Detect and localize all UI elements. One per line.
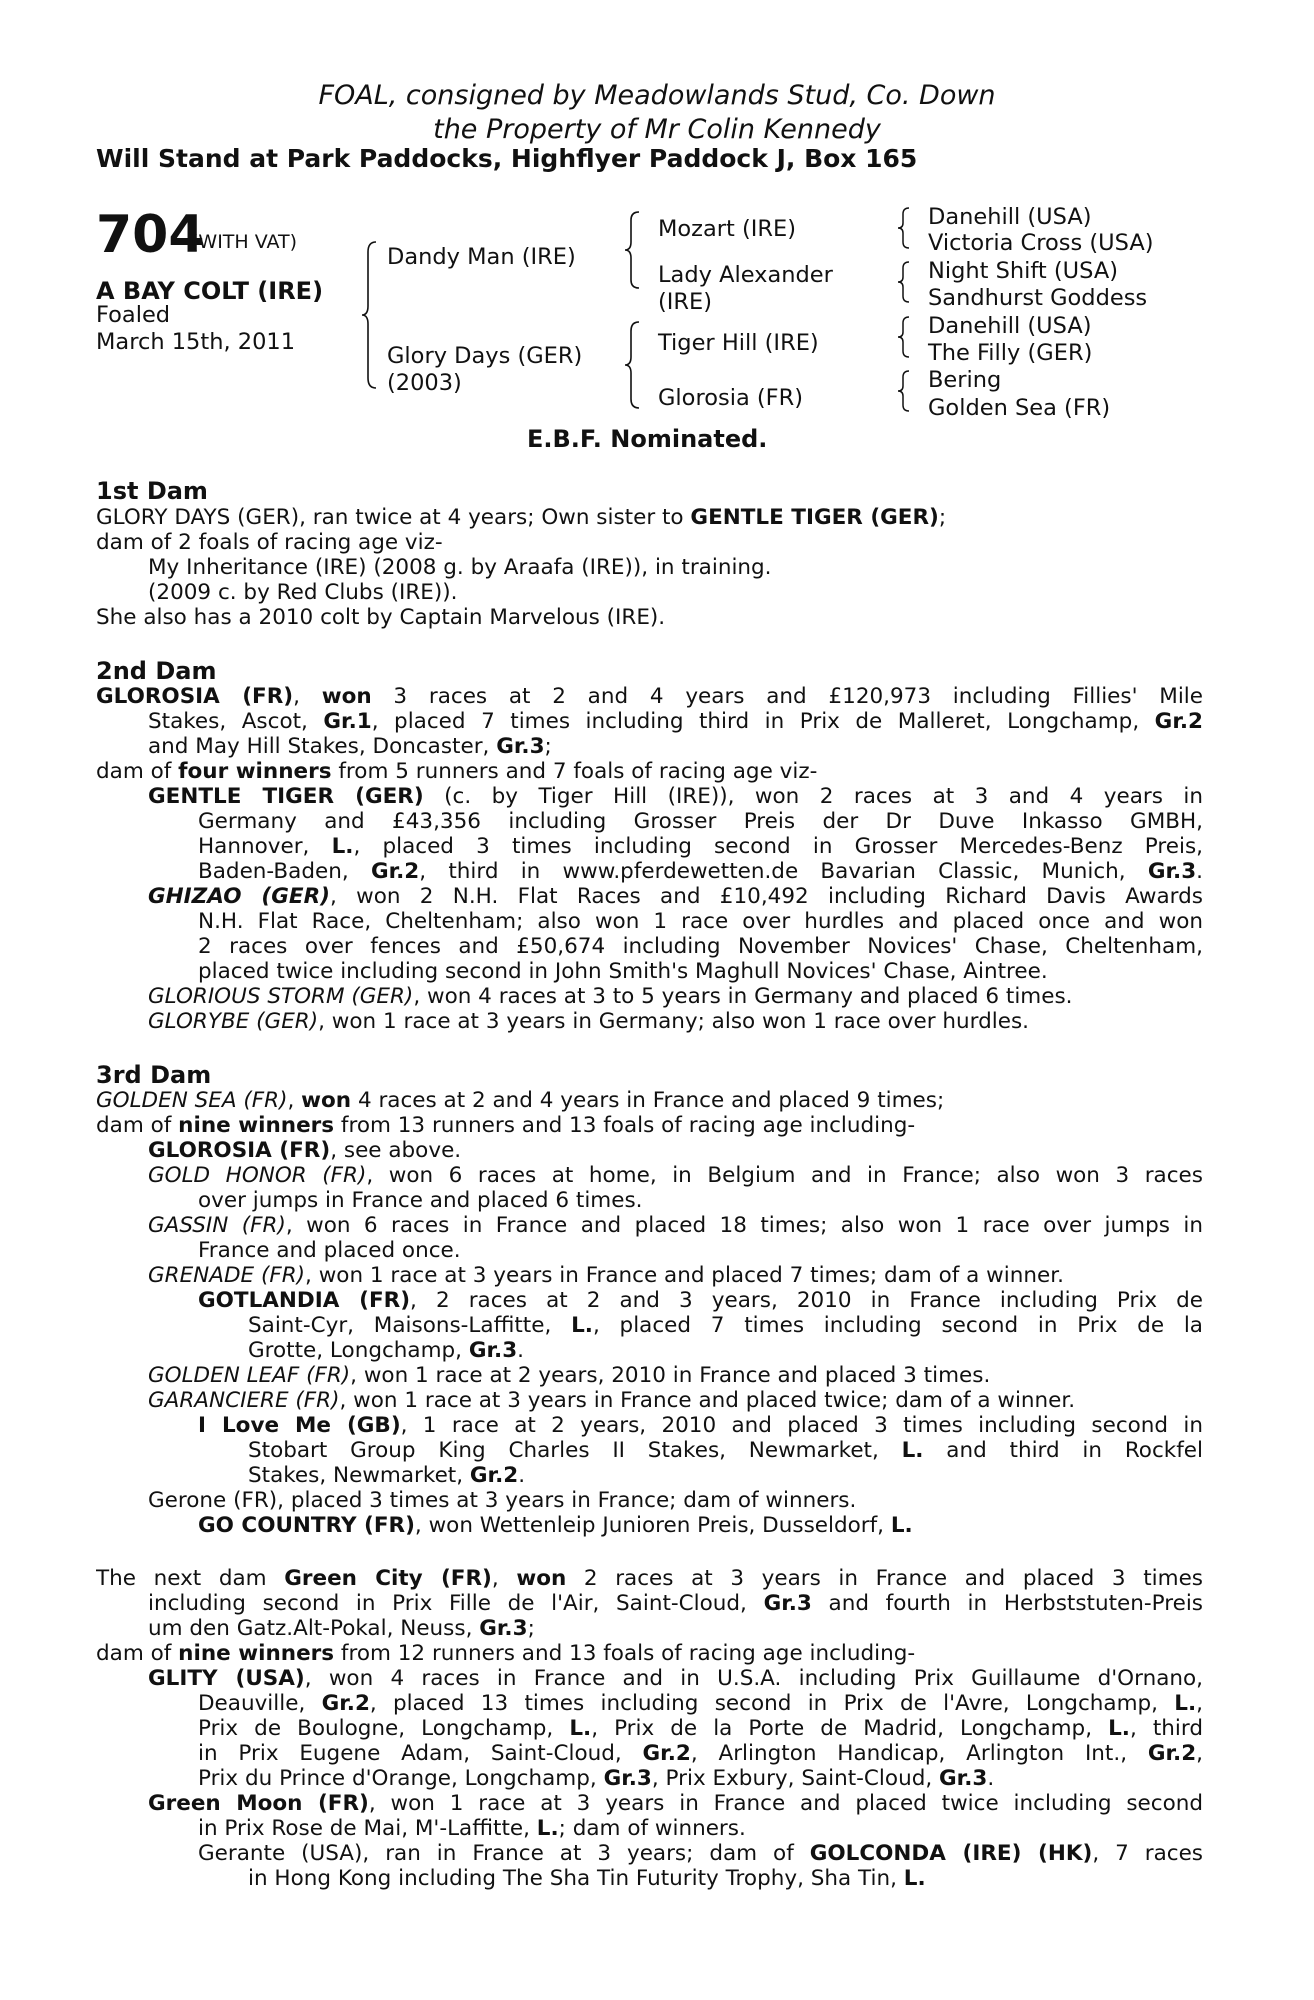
second-dam-line2: Stakes, Ascot, Gr.1, placed 7 times including third in Prix de Malleret, Longchamp, Gr.2	[148, 709, 1203, 734]
brace-gg2	[896, 260, 912, 304]
gg-6: The Filly (GER)	[928, 340, 1093, 366]
gerone-line: Gerone (FR), placed 3 times at 3 years in France; dam of winners.	[148, 1488, 857, 1513]
sire: Dandy Man (IRE)	[387, 244, 576, 270]
glorosia-line: GLOROSIA (FR), see above.	[148, 1138, 462, 1163]
third-dam-line2: dam of nine winners from 13 runners and 13 foals of racing age including-	[96, 1113, 916, 1138]
dam-dam: Glorosia (FR)	[658, 385, 804, 411]
ghizao-line1: GHIZAO (GER), won 2 N.H. Flat Races and £10,492 including Richard Davis Awards	[148, 884, 1203, 909]
dam: Glory Days (GER)	[387, 343, 583, 369]
third-dam-line1: GOLDEN SEA (FR), won 4 races at 2 and 4 years in France and placed 9 times;	[96, 1088, 945, 1113]
gotlandia-line3: Grotte, Longchamp, Gr.3.	[248, 1338, 525, 1363]
brace-gg4	[896, 369, 912, 413]
gg-7: Bering	[928, 367, 1002, 393]
green-moon-line2: in Prix Rose de Mai, M'-Laffitte, L.; dam of winners.	[198, 1816, 746, 1841]
vat-label: (WITH VAT)	[191, 231, 298, 253]
gotlandia-line1: GOTLANDIA (FR), 2 races at 2 and 3 years, 2010 in France including Prix de	[198, 1288, 1203, 1313]
header-property: the Property of Mr Colin Kennedy	[433, 114, 881, 145]
brace-sire	[623, 210, 643, 290]
second-dam-line1: GLOROSIA (FR), won 3 races at 2 and 4 years and £120,973 including Fillies' Mile	[96, 684, 1203, 709]
lot-title: A BAY COLT (IRE)	[96, 277, 324, 305]
green-moon-line1: Green Moon (FR), won 1 race at 3 years in France and placed twice including second	[148, 1791, 1203, 1816]
grenade-line: GRENADE (FR), won 1 race at 3 years in France and placed 7 times; dam of a winner.	[148, 1263, 1064, 1288]
next-dam-line2: including second in Prix Fille de l'Air, Saint-Cloud, Gr.3 and fourth in Herbststuten-Preis	[148, 1591, 1203, 1616]
header-consignor: FOAL, consigned by Meadowlands Stud, Co. Down	[318, 80, 996, 111]
glity-line4: in Prix Eugene Adam, Saint-Cloud, Gr.2, Arlington Handicap, Arlington Int., Gr.2,	[198, 1741, 1203, 1766]
brace-sire-dam	[360, 240, 380, 390]
glity-line2: Deauville, Gr.2, placed 13 times including second in Prix de l'Avre, Longchamp, L.,	[198, 1691, 1203, 1716]
next-dam-line4: dam of nine winners from 12 runners and 13 foals of racing age including-	[96, 1641, 916, 1666]
first-dam-line2: dam of 2 foals of racing age viz-	[96, 530, 443, 555]
gerante-line2: in Hong Kong including The Sha Tin Futurity Trophy, Sha Tin, L.	[248, 1866, 926, 1891]
brace-dam	[623, 320, 643, 410]
gg-1: Danehill (USA)	[928, 204, 1092, 230]
gerante-line1: Gerante (USA), ran in France at 3 years; dam of GOLCONDA (IRE) (HK), 7 races	[198, 1841, 1203, 1866]
brace-gg1	[896, 206, 912, 250]
brace-gg3	[896, 315, 912, 359]
glorybe-line: GLORYBE (GER), won 1 race at 3 years in Germany; also won 1 race over hurdles.	[148, 1009, 1029, 1034]
lot-number: 704	[96, 205, 205, 265]
first-dam-line1: GLORY DAYS (GER), ran twice at 4 years; Own sister to GENTLE TIGER (GER);	[96, 505, 947, 530]
gg-4: Sandhurst Goddess	[928, 285, 1148, 311]
sire-sire: Mozart (IRE)	[658, 216, 797, 242]
first-dam-title: 1st Dam	[96, 477, 208, 505]
dam-sire: Tiger Hill (IRE)	[658, 330, 819, 356]
glity-line3: Prix de Boulogne, Longchamp, L., Prix de la Porte de Madrid, Longchamp, L., third	[198, 1716, 1203, 1741]
first-dam-foal-2: (2009 c. by Red Clubs (IRE)).	[148, 580, 458, 605]
third-dam-title: 3rd Dam	[96, 1061, 212, 1089]
gentle-tiger-line2: Germany and £43,356 including Grosser Preis der Dr Duve Inkasso GMBH,	[198, 809, 1203, 834]
i-love-me-line3: Stakes, Newmarket, Gr.2.	[248, 1463, 526, 1488]
gentle-tiger-line3: Hannover, L., placed 3 times including second in Grosser Mercedes-Benz Preis,	[198, 834, 1203, 859]
glity-line1: GLITY (USA), won 4 races in France and in U.S.A. including Prix Guillaume d'Ornano,	[148, 1666, 1203, 1691]
next-dam-line3: um den Gatz.Alt-Pokal, Neuss, Gr.3;	[148, 1616, 535, 1641]
gold-honor-line2: over jumps in France and placed 6 times.	[198, 1188, 643, 1213]
foaled-date: March 15th, 2011	[96, 329, 296, 355]
sire-dam-2: (IRE)	[658, 289, 713, 315]
gg-3: Night Shift (USA)	[928, 258, 1119, 284]
gassin-line1: GASSIN (FR), won 6 races in France and placed 18 times; also won 1 race over jumps in	[148, 1213, 1203, 1238]
gg-2: Victoria Cross (USA)	[928, 230, 1154, 256]
next-dam-line1: The next dam Green City (FR), won 2 races at 3 years in France and placed 3 times	[96, 1566, 1203, 1591]
second-dam-line3: and May Hill Stakes, Doncaster, Gr.3;	[148, 734, 552, 759]
sire-dam: Lady Alexander	[658, 262, 833, 288]
i-love-me-line2: Stobart Group King Charles II Stakes, Newmarket, L. and third in Rockfel	[248, 1438, 1203, 1463]
header-stand: Will Stand at Park Paddocks, Highflyer Paddock J, Box 165	[96, 144, 918, 173]
glity-line5: Prix du Prince d'Orange, Longchamp, Gr.3, Prix Exbury, Saint-Cloud, Gr.3.	[198, 1766, 995, 1791]
glorious-storm-line: GLORIOUS STORM (GER), won 4 races at 3 to 5 years in Germany and placed 6 times.	[148, 984, 1073, 1009]
gotlandia-line2: Saint-Cyr, Maisons-Laffitte, L., placed 7 times including second in Prix de la	[248, 1313, 1203, 1338]
gg-5: Danehill (USA)	[928, 313, 1092, 339]
ghizao-line3: 2 races over fences and £50,674 including November Novices' Chase, Cheltenham,	[198, 934, 1203, 959]
first-dam-foal-1: My Inheritance (IRE) (2008 g. by Araafa (IRE)), in training.	[148, 555, 772, 580]
garanciere-line: GARANCIERE (FR), won 1 race at 3 years in France and placed twice; dam of a winner.	[148, 1388, 1076, 1413]
i-love-me-line1: I Love Me (GB), 1 race at 2 years, 2010 and placed 3 times including second in	[198, 1413, 1203, 1438]
ebf-nominated: E.B.F. Nominated.	[527, 425, 768, 453]
dam-year: (2003)	[387, 370, 462, 396]
gold-honor-line1: GOLD HONOR (FR), won 6 races at home, in Belgium and in France; also won 3 races	[148, 1163, 1203, 1188]
second-dam-title: 2nd Dam	[96, 657, 217, 685]
gg-8: Golden Sea (FR)	[928, 395, 1111, 421]
gassin-line2: France and placed once.	[198, 1238, 461, 1263]
foaled-label: Foaled	[96, 302, 171, 328]
go-country-line: GO COUNTRY (FR), won Wettenleip Junioren Preis, Dusseldorf, L.	[198, 1513, 913, 1538]
gentle-tiger-line1: GENTLE TIGER (GER) (c. by Tiger Hill (IRE)), won 2 races at 3 and 4 years in	[148, 784, 1203, 809]
gentle-tiger-line4: Baden-Baden, Gr.2, third in www.pferdewetten.de Bavarian Classic, Munich, Gr.3.	[198, 859, 1203, 884]
ghizao-line2: N.H. Flat Race, Cheltenham; also won 1 race over hurdles and placed once and won	[198, 909, 1203, 934]
golden-leaf-line: GOLDEN LEAF (FR), won 1 race at 2 years, 2010 in France and placed 3 times.	[148, 1363, 991, 1388]
second-dam-line4: dam of four winners from 5 runners and 7 foals of racing age viz-	[96, 759, 818, 784]
ghizao-line4: placed twice including second in John Smith's Maghull Novices' Chase, Aintree.	[198, 959, 1048, 984]
first-dam-line5: She also has a 2010 colt by Captain Marvelous (IRE).	[96, 605, 666, 630]
